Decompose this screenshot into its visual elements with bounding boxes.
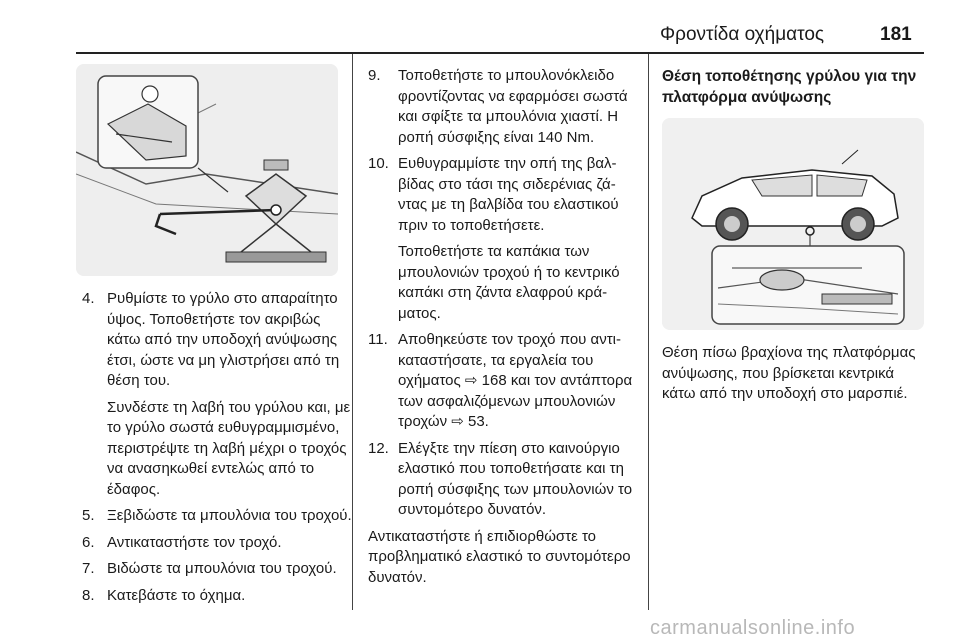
step-number: 5. (82, 507, 95, 524)
step-number: 12. (368, 439, 389, 457)
step-text: Ρυθμίστε το γρύλο στο απαραίτητο ύψος. Τοποθετήστε τον ακριβώς κάτω από την υποδοχή ανύψωσης έτσι, ώστε να μη γλιστρήσει από τη θέση του. (107, 290, 340, 389)
step-12 (368, 439, 636, 521)
watermark: carmanualsonline.info (650, 617, 856, 639)
left-column (82, 289, 352, 612)
step-text: Ξεβιδώστε τα μπουλόνια του τροχού. (107, 507, 352, 524)
step-text: Αποθηκεύστε τον τροχό που αντικαταστήσατε, τα εργαλεία του οχήματος ⇨ 168 και τον αντάπτορα των ασφαλιζόμενων μπουλονιών τροχών ⇨ 53. (398, 331, 633, 430)
jack-illustration (76, 64, 338, 276)
header-rule (76, 52, 924, 54)
step-4 (82, 289, 352, 500)
column-divider (352, 54, 353, 610)
page-number: 181 (880, 24, 912, 45)
step-7 (82, 559, 352, 580)
page-header-title: Φροντίδα οχήματος (660, 24, 825, 45)
step-text: Ελέγξτε την πίεση στο καινούργιο ελαστικό που τοποθετήσατε και τη ροπή σύσφιξης των μπουλονιών το συντομότερο δυνατόν. (398, 439, 633, 518)
step-number: 7. (82, 560, 95, 577)
step-number: 9. (368, 67, 381, 84)
step-text: Βιδώστε τα μπουλόνια του τροχού. (107, 560, 337, 577)
step-text: Τοποθετήστε τα καπάκια των μπουλονιών τροχού ή το κεντρικό καπάκι στη ζάντα ελαφρού κράματος. (398, 243, 620, 322)
step-5 (82, 506, 352, 527)
step-number: 11. (368, 331, 388, 348)
jack-drawing (76, 64, 338, 276)
step-text: Τοποθετήστε το μπουλονόκλειδο φροντίζοντας να εφαρμόσει σωστά και σφίξτε τα μπουλόνια χιαστί. Η ροπή σύσφιξης είναι 140 Nm. (398, 67, 628, 146)
step-text: Αντικαταστήστε τον τροχό. (107, 533, 282, 551)
step-text: Συνδέστε τη λαβή του γρύλου και, με το γρύλο σωστά ευθυγραμμισμένο, περιστρέψτε τη λαβή μέχρι ο τροχός να ανασηκωθεί εντελώς από το έδαφος. (107, 398, 351, 498)
step-number: 10. (368, 155, 389, 172)
step-9 (368, 66, 636, 148)
middle-column (368, 66, 636, 588)
note-text: Αντικαταστήστε ή επιδιορθώστε το προβληματικό ελαστικό το συντομότερο δυνατόν. (368, 527, 631, 586)
figure-caption: Θέση πίσω βραχίονα της πλατφόρμας ανύψωσης, που βρίσκεται κεντρικά κάτω από την υποδοχή στο μαρσπιέ. (662, 344, 916, 402)
car-lift-illustration (662, 118, 924, 330)
car-drawing (662, 118, 924, 330)
step-8 (82, 586, 352, 607)
step-text: Ευθυγραμμίστε την οπή της βαλβίδας στο τάσι της σιδερένιας ζάντας με τη βαλβίδα του ελαστικού πριν το τοποθετήσετε. (398, 155, 619, 234)
step-6 (82, 533, 352, 554)
step-10 (368, 154, 636, 324)
step-number: 4. (82, 290, 95, 307)
right-column (662, 66, 924, 108)
column-divider (648, 54, 649, 610)
step-text: Κατεβάστε το όχημα. (107, 586, 246, 604)
step-number: 8. (82, 586, 95, 604)
figure-caption-block (662, 343, 924, 405)
step-11 (368, 330, 636, 433)
section-heading: Θέση τοποθέτησης γρύλου για την πλατφόρμα ανύψωσης (662, 68, 917, 106)
step-number: 6. (82, 533, 95, 551)
